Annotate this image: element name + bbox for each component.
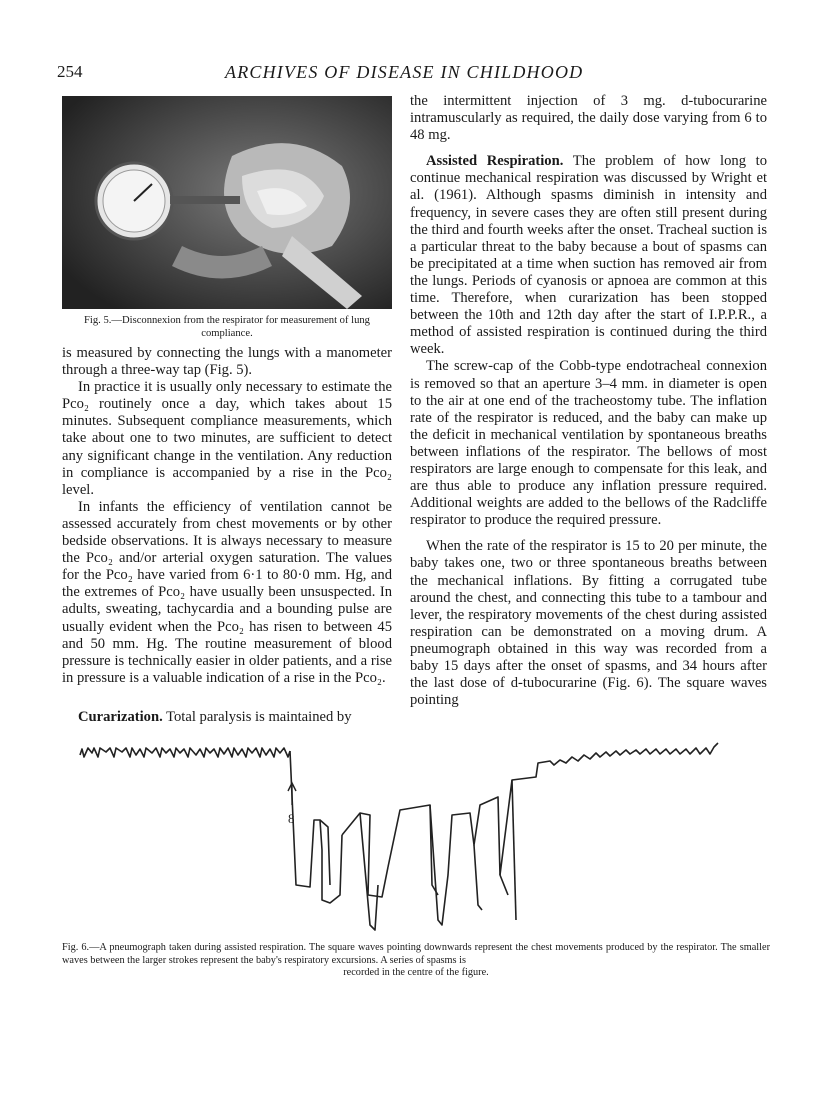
- figure-5-caption: Fig. 5.—Disconnexion from the respirator for measurement of lung compliance.: [84, 315, 370, 339]
- right-continuation: the intermittent injection of 3 mg. d-tubocurarine intramuscularly as required, the daily dose varying from 6 to 48 mg.: [410, 93, 767, 144]
- pneumograph-trace: [80, 743, 718, 930]
- screw-cap-paragraph: The screw-cap of the Cobb-type endotracheal connexion is removed so that an aperture 3–4 mm. in diameter is open to the air at one end of the tracheostomy tube. The inflation rate of the respirator is reduced, and the baby can make up the deficit in mechanical ventilation by spontaneous breaths between inflations of the respirator. The bellows of most respirators are large enough to compensate for this leak, and are thus able to produce any inflation pressure required. Additional weights are added to the bellows of the Radcliffe respirator to produce the required pressure.: [410, 358, 767, 529]
- assisted-respiration-heading: Assisted Respiration.: [426, 153, 564, 170]
- marker-label: 8: [288, 811, 295, 826]
- figure-6-pneumograph: [70, 735, 770, 935]
- assisted-respiration-text: The problem of how long to continue mechanical respiration was discussed by Wright et al. (1961). Although spasms diminish in intensity and frequency, in severe cases they are often still present during the third and fourth weeks after the onset. Tracheal suction is a particular threat to the baby because a bout of spasms can be precipitated at a time when suction has removed air from the lungs. Periods of cyanosis or apnoea are common at this time. Therefore, when curarization has been stopped between the 10th and 12th day after the start of I.P.P.R., a method of assisted respiration is continued during the third week.: [410, 153, 767, 358]
- left-column: [62, 345, 392, 726]
- left-paragraph-1: is measured by connecting the lungs with a manometer through a three-way tap (Fig. 5).: [62, 345, 392, 379]
- respirator-rate-paragraph: When the rate of the respirator is 15 to 20 per minute, the baby takes one, two or three spontaneous breaths between the mechanical inflations. By fitting a corrugated tube around the chest, and connecting this tube to a tambour and lever, the respiratory movements of the chest during assisted respiration can be demonstrated on a moving drum. A pneumograph obtained in this way was recorded from a baby 15 days after the onset of spasms, and 34 hours after the last dose of d-tubocurarine (Fig. 6). The square waves pointing: [410, 538, 767, 709]
- left-paragraph-2: In practice it is usually only necessary to estimate the Pco₂ routinely once a day, which takes about 15 minutes. Subsequent compliance measurements, which take about one to two minutes, are sufficient to detect any significant change in the ventilation. Any reduction in compliance is accompanied by a rise in the Pco₂ level.: [62, 379, 392, 498]
- figure-5-photo: [62, 96, 392, 309]
- journal-title: ARCHIVES OF DISEASE IN CHILDHOOD: [225, 62, 584, 82]
- figure-6-caption: [62, 942, 770, 980]
- figure-6-caption-text: Fig. 6.—A pneumograph taken during assisted respiration. The square waves pointing downwards represent the chest movements produced by the respirator. The smaller waves between the larger strokes represent the baby's respiratory excursions. A series of spasms is: [62, 942, 770, 966]
- figure-5-photo-drawing: [62, 96, 392, 309]
- spasm-marker: [288, 783, 296, 826]
- curarization-heading: Curarization.: [78, 708, 163, 725]
- figure-6-caption-last-line: recorded in the centre of the figure.: [343, 967, 489, 978]
- curarization-paragraph: [62, 709, 392, 726]
- right-column: [410, 93, 767, 709]
- left-paragraph-3: In infants the efficiency of ventilation cannot be assessed accurately from chest movements or by other bedside observations. It is always necessary to measure the Pco₂ and/or arterial oxygen saturation. The values for the Pco₂ have varied from 6·1 to 80·0 mm. Hg, and the extremes of Pco₂ have usually been unsuspected. In adults, sweating, tachycardia and a bounding pulse are usually evident when the Pco₂ has risen to between 45 and 50 mm. Hg. The routine measurement of blood pressure is technically easier in older patients, and a rise in pressure is a valuable indication of a rise in the Pco₂.: [62, 498, 392, 686]
- curarization-text: Total paralysis is maintained by: [166, 708, 352, 725]
- page-number: 254: [57, 62, 83, 81]
- running-header: [57, 62, 767, 86]
- assisted-respiration-paragraph: [410, 153, 767, 358]
